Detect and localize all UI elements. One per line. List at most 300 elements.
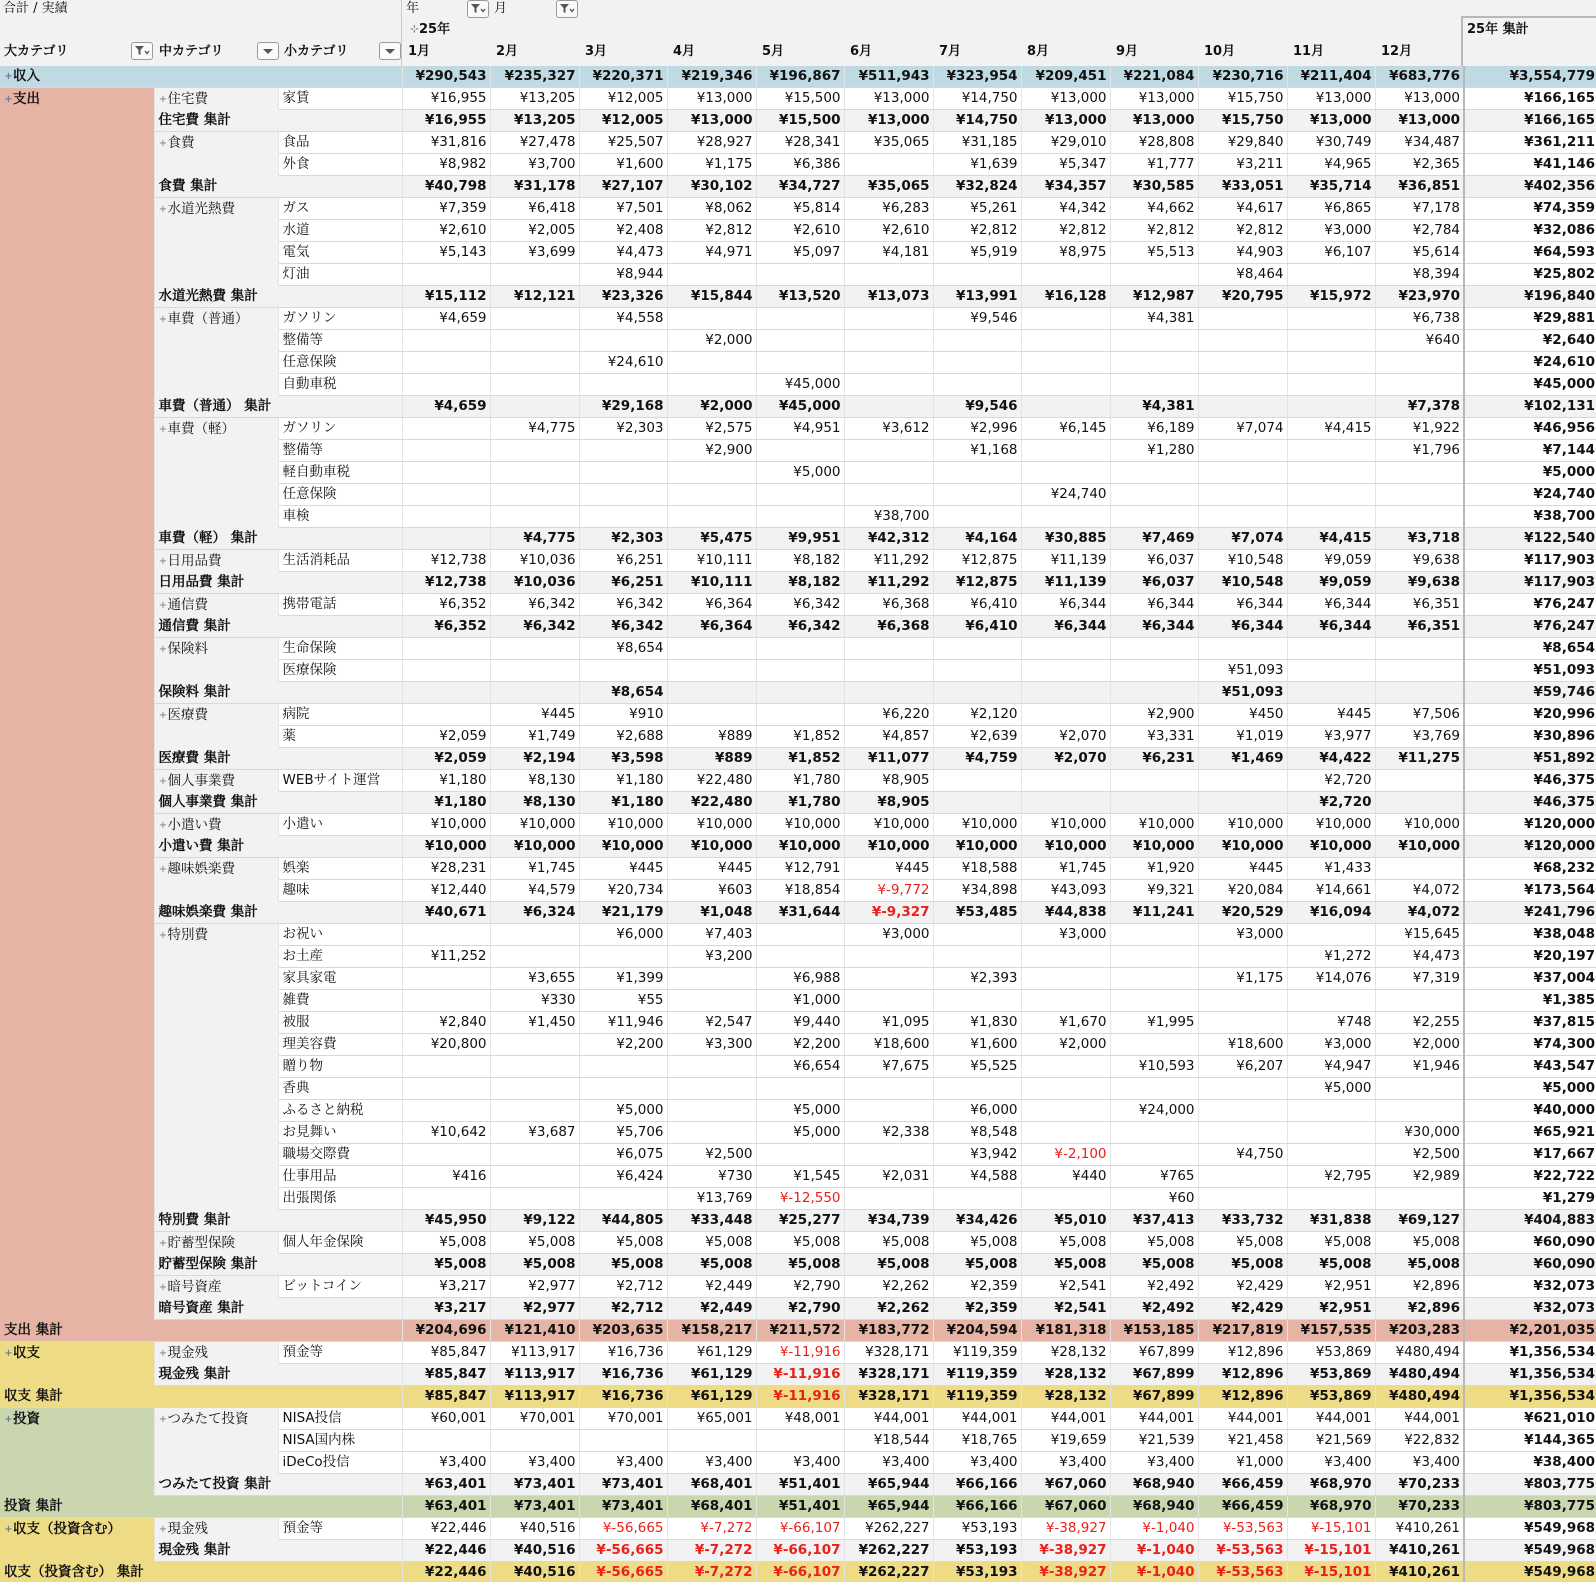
month-value-cell[interactable]	[756, 1056, 844, 1078]
month-value-cell[interactable]	[756, 396, 844, 418]
month-value-cell[interactable]	[1110, 308, 1198, 330]
month-value-cell[interactable]	[1198, 1232, 1287, 1254]
month-value-cell[interactable]	[756, 858, 844, 880]
month-value-cell[interactable]	[402, 198, 490, 220]
month-value-cell[interactable]	[579, 506, 667, 528]
month-value-cell[interactable]	[1021, 836, 1110, 858]
month-value-cell[interactable]	[402, 1122, 490, 1144]
month-value-cell[interactable]	[1287, 946, 1375, 968]
month-value-cell[interactable]	[667, 792, 756, 814]
month-value-cell[interactable]	[933, 176, 1021, 198]
month-value-cell[interactable]	[1287, 1276, 1375, 1298]
month-value-cell[interactable]	[1375, 1364, 1464, 1386]
month-value-cell[interactable]	[667, 88, 756, 110]
month-value-cell[interactable]	[1021, 1166, 1110, 1188]
month-value-cell[interactable]	[667, 1210, 756, 1232]
month-value-cell[interactable]	[1287, 682, 1375, 704]
mid-category-cell[interactable]	[154, 946, 278, 968]
month-value-cell[interactable]	[1021, 1210, 1110, 1232]
row-total-cell[interactable]	[1464, 484, 1596, 506]
month-value-cell[interactable]	[579, 330, 667, 352]
month-value-cell[interactable]	[667, 594, 756, 616]
month-value-cell[interactable]	[1375, 836, 1464, 858]
month-value-cell[interactable]	[1198, 132, 1287, 154]
month-value-cell[interactable]	[756, 814, 844, 836]
month-value-cell[interactable]	[1375, 1408, 1464, 1430]
month-value-cell[interactable]	[1198, 1342, 1287, 1364]
month-value-cell[interactable]	[1021, 440, 1110, 462]
month-value-cell[interactable]	[756, 1012, 844, 1034]
month-value-cell[interactable]	[933, 132, 1021, 154]
mid-category-cell[interactable]	[154, 858, 278, 880]
mid-category-cell[interactable]	[154, 660, 278, 682]
mid-category-cell[interactable]	[154, 1254, 402, 1276]
month-value-cell[interactable]	[1021, 572, 1110, 594]
minor-category-cell[interactable]	[278, 88, 402, 110]
month-value-cell[interactable]	[1287, 352, 1375, 374]
month-value-cell[interactable]	[844, 968, 933, 990]
month-value-cell[interactable]	[1110, 1056, 1198, 1078]
month-value-cell[interactable]	[933, 594, 1021, 616]
month-value-cell[interactable]	[1287, 220, 1375, 242]
row-total-cell[interactable]	[1464, 880, 1596, 902]
month-value-cell[interactable]	[402, 594, 490, 616]
month-value-cell[interactable]	[1375, 1210, 1464, 1232]
month-value-cell[interactable]	[402, 286, 490, 308]
month-value-cell[interactable]	[490, 330, 579, 352]
month-value-cell[interactable]	[1375, 704, 1464, 726]
month-value-cell[interactable]	[844, 1518, 933, 1540]
month-value-cell[interactable]	[1198, 1122, 1287, 1144]
mid-category-cell[interactable]	[154, 704, 278, 726]
month-value-cell[interactable]	[1375, 1056, 1464, 1078]
month-value-cell[interactable]	[1375, 550, 1464, 572]
month-value-cell[interactable]	[933, 286, 1021, 308]
month-value-cell[interactable]	[1198, 374, 1287, 396]
row-total-cell[interactable]	[1464, 1012, 1596, 1034]
month-value-cell[interactable]	[579, 132, 667, 154]
minor-category-cell[interactable]	[278, 858, 402, 880]
month-value-cell[interactable]	[844, 330, 933, 352]
month-value-cell[interactable]	[490, 726, 579, 748]
month-value-cell[interactable]	[490, 594, 579, 616]
month-value-cell[interactable]	[402, 1276, 490, 1298]
month-value-cell[interactable]	[667, 286, 756, 308]
month-value-cell[interactable]	[1375, 792, 1464, 814]
month-value-cell[interactable]	[490, 110, 579, 132]
month-value-cell[interactable]	[1198, 1298, 1287, 1320]
month-value-cell[interactable]	[579, 1540, 667, 1562]
expand-icon[interactable]: +	[158, 137, 168, 149]
month-value-cell[interactable]	[402, 726, 490, 748]
month-value-cell[interactable]	[667, 1474, 756, 1496]
month-value-cell[interactable]	[933, 1232, 1021, 1254]
month-value-cell[interactable]	[490, 924, 579, 946]
month-value-cell[interactable]	[1287, 66, 1375, 88]
month-value-cell[interactable]	[1198, 154, 1287, 176]
row-total-cell[interactable]	[1464, 198, 1596, 220]
month-value-cell[interactable]	[1021, 242, 1110, 264]
month-value-cell[interactable]	[1198, 550, 1287, 572]
month-value-cell[interactable]	[1287, 814, 1375, 836]
major-category-cell[interactable]	[0, 704, 154, 726]
month-value-cell[interactable]	[579, 1430, 667, 1452]
month-value-cell[interactable]	[844, 506, 933, 528]
month-value-cell[interactable]	[1021, 528, 1110, 550]
row-total-cell[interactable]	[1464, 814, 1596, 836]
month-value-cell[interactable]	[844, 1254, 933, 1276]
month-value-cell[interactable]	[579, 726, 667, 748]
month-value-cell[interactable]	[756, 88, 844, 110]
month-value-cell[interactable]	[1110, 968, 1198, 990]
month-value-cell[interactable]	[756, 506, 844, 528]
month-value-cell[interactable]	[756, 1452, 844, 1474]
row-total-cell[interactable]	[1464, 836, 1596, 858]
month-value-cell[interactable]	[1198, 814, 1287, 836]
month-value-cell[interactable]	[490, 396, 579, 418]
month-value-cell[interactable]	[1375, 1276, 1464, 1298]
month-value-cell[interactable]	[1287, 1144, 1375, 1166]
month-value-cell[interactable]	[1375, 1298, 1464, 1320]
month-value-cell[interactable]	[1021, 1100, 1110, 1122]
month-value-cell[interactable]	[844, 902, 933, 924]
month-value-cell[interactable]	[1375, 242, 1464, 264]
month-value-cell[interactable]	[402, 374, 490, 396]
month-value-cell[interactable]	[402, 1408, 490, 1430]
month-value-cell[interactable]	[844, 1210, 933, 1232]
month-value-cell[interactable]	[756, 1320, 844, 1342]
row-total-cell[interactable]	[1464, 1408, 1596, 1430]
month-value-cell[interactable]	[1110, 1364, 1198, 1386]
month-value-cell[interactable]	[1110, 1210, 1198, 1232]
month-value-cell[interactable]	[579, 1012, 667, 1034]
month-value-cell[interactable]	[844, 1056, 933, 1078]
month-value-cell[interactable]	[1198, 176, 1287, 198]
month-value-cell[interactable]	[1110, 902, 1198, 924]
mid-category-cell[interactable]	[154, 242, 278, 264]
month-value-cell[interactable]	[1021, 638, 1110, 660]
minor-category-cell[interactable]	[278, 924, 402, 946]
month-value-cell[interactable]	[579, 572, 667, 594]
month-value-cell[interactable]	[844, 880, 933, 902]
month-value-cell[interactable]	[756, 462, 844, 484]
mid-category-cell[interactable]	[154, 748, 402, 770]
month-value-cell[interactable]	[1110, 748, 1198, 770]
month-value-cell[interactable]	[579, 748, 667, 770]
major-category-cell[interactable]	[0, 902, 154, 924]
month-value-cell[interactable]	[1375, 924, 1464, 946]
expand-icon[interactable]: +	[158, 599, 168, 611]
major-category-cell[interactable]	[0, 1518, 154, 1540]
month-value-cell[interactable]	[1110, 726, 1198, 748]
mid-category-cell[interactable]	[154, 1034, 278, 1056]
expand-icon[interactable]: +	[158, 313, 168, 325]
major-category-cell[interactable]	[0, 1188, 154, 1210]
month-value-cell[interactable]	[402, 176, 490, 198]
expand-icon[interactable]: +	[158, 1413, 168, 1425]
row-total-cell[interactable]	[1464, 968, 1596, 990]
month-value-cell[interactable]	[756, 1078, 844, 1100]
minor-category-filter[interactable]	[379, 42, 401, 60]
major-category-cell[interactable]	[0, 396, 154, 418]
month-value-cell[interactable]	[1287, 1386, 1375, 1408]
month-value-cell[interactable]	[402, 330, 490, 352]
month-value-cell[interactable]	[1375, 902, 1464, 924]
month-value-cell[interactable]	[667, 550, 756, 572]
month-value-cell[interactable]	[756, 1166, 844, 1188]
month-value-cell[interactable]	[1198, 1518, 1287, 1540]
month-value-cell[interactable]	[402, 902, 490, 924]
mid-category-cell[interactable]	[154, 374, 278, 396]
month-value-cell[interactable]	[1021, 1496, 1110, 1518]
expand-icon[interactable]: +	[158, 819, 168, 831]
month-value-cell[interactable]	[1198, 968, 1287, 990]
month-value-cell[interactable]	[1021, 1034, 1110, 1056]
month-value-cell[interactable]	[402, 660, 490, 682]
mid-category-cell[interactable]	[154, 484, 278, 506]
month-value-cell[interactable]	[402, 1188, 490, 1210]
month-value-cell[interactable]	[1110, 1430, 1198, 1452]
month-value-cell[interactable]	[1287, 528, 1375, 550]
month-value-cell[interactable]	[1375, 484, 1464, 506]
month-value-cell[interactable]	[756, 704, 844, 726]
month-value-cell[interactable]	[756, 220, 844, 242]
major-category-cell[interactable]	[0, 220, 154, 242]
major-category-cell[interactable]	[0, 1540, 154, 1562]
month-value-cell[interactable]	[1375, 264, 1464, 286]
month-value-cell[interactable]	[844, 990, 933, 1012]
month-value-cell[interactable]	[667, 638, 756, 660]
mid-category-cell[interactable]	[154, 1430, 278, 1452]
month-value-cell[interactable]	[579, 418, 667, 440]
month-value-cell[interactable]	[1287, 110, 1375, 132]
month-value-cell[interactable]	[1375, 1012, 1464, 1034]
month-value-cell[interactable]	[579, 638, 667, 660]
month-value-cell[interactable]	[844, 308, 933, 330]
month-value-cell[interactable]	[667, 1298, 756, 1320]
month-value-cell[interactable]	[1198, 440, 1287, 462]
mid-category-cell[interactable]	[154, 550, 278, 572]
row-total-cell[interactable]	[1464, 858, 1596, 880]
month-value-cell[interactable]	[844, 1298, 933, 1320]
minor-category-cell[interactable]	[278, 242, 402, 264]
month-value-cell[interactable]	[844, 1100, 933, 1122]
major-category-cell[interactable]	[0, 1364, 154, 1386]
mid-category-cell[interactable]	[154, 308, 278, 330]
month-value-cell[interactable]	[1375, 682, 1464, 704]
month-value-cell[interactable]	[756, 176, 844, 198]
month-value-cell[interactable]	[402, 264, 490, 286]
month-value-cell[interactable]	[1021, 1364, 1110, 1386]
month-value-cell[interactable]	[844, 1364, 933, 1386]
month-value-cell[interactable]	[1198, 330, 1287, 352]
minor-category-cell[interactable]	[278, 946, 402, 968]
mid-category-cell[interactable]	[154, 792, 402, 814]
month-value-cell[interactable]	[1021, 1386, 1110, 1408]
month-value-cell[interactable]	[844, 1562, 933, 1582]
mid-category-cell[interactable]	[154, 330, 278, 352]
month-value-cell[interactable]	[933, 330, 1021, 352]
month-value-cell[interactable]	[933, 1496, 1021, 1518]
mid-category-cell[interactable]	[154, 154, 278, 176]
month-value-cell[interactable]	[756, 550, 844, 572]
month-value-cell[interactable]	[667, 990, 756, 1012]
row-total-cell[interactable]	[1464, 396, 1596, 418]
month-value-cell[interactable]	[579, 1364, 667, 1386]
month-value-cell[interactable]	[490, 836, 579, 858]
month-value-cell[interactable]	[579, 484, 667, 506]
month-value-cell[interactable]	[402, 110, 490, 132]
major-category-cell[interactable]	[0, 924, 154, 946]
month-value-cell[interactable]	[844, 1452, 933, 1474]
month-value-cell[interactable]	[1375, 198, 1464, 220]
month-value-cell[interactable]	[1375, 1386, 1464, 1408]
month-value-cell[interactable]	[1021, 946, 1110, 968]
month-value-cell[interactable]	[1287, 1364, 1375, 1386]
row-total-cell[interactable]	[1464, 1320, 1596, 1342]
month-value-cell[interactable]	[756, 1144, 844, 1166]
major-category-cell[interactable]	[0, 1056, 154, 1078]
month-value-cell[interactable]	[756, 1496, 844, 1518]
month-value-cell[interactable]	[1375, 1562, 1464, 1582]
month-value-cell[interactable]	[933, 1056, 1021, 1078]
month-value-cell[interactable]	[579, 1056, 667, 1078]
mid-category-cell[interactable]	[154, 528, 402, 550]
row-total-cell[interactable]	[1464, 1078, 1596, 1100]
month-value-cell[interactable]	[844, 528, 933, 550]
month-value-cell[interactable]	[1021, 550, 1110, 572]
month-value-cell[interactable]	[1287, 1232, 1375, 1254]
month-value-cell[interactable]	[844, 770, 933, 792]
month-value-cell[interactable]	[844, 1386, 933, 1408]
row-total-cell[interactable]	[1464, 1298, 1596, 1320]
mid-category-cell[interactable]	[154, 418, 278, 440]
month-value-cell[interactable]	[402, 792, 490, 814]
minor-category-cell[interactable]	[278, 1232, 402, 1254]
month-value-cell[interactable]	[579, 902, 667, 924]
major-category-cell[interactable]	[0, 814, 154, 836]
month-value-cell[interactable]	[402, 1012, 490, 1034]
row-total-cell[interactable]	[1464, 242, 1596, 264]
month-value-cell[interactable]	[1198, 88, 1287, 110]
row-total-cell[interactable]	[1464, 176, 1596, 198]
row-total-cell[interactable]	[1464, 770, 1596, 792]
month-value-cell[interactable]	[844, 1430, 933, 1452]
month-value-cell[interactable]	[1375, 528, 1464, 550]
month-value-cell[interactable]	[667, 704, 756, 726]
minor-category-cell[interactable]	[278, 1056, 402, 1078]
month-value-cell[interactable]	[1287, 704, 1375, 726]
month-value-cell[interactable]	[490, 264, 579, 286]
month-value-cell[interactable]	[756, 682, 844, 704]
month-value-cell[interactable]	[1198, 220, 1287, 242]
month-value-cell[interactable]	[1021, 132, 1110, 154]
month-value-cell[interactable]	[1021, 1056, 1110, 1078]
expand-icon[interactable]: +	[158, 643, 168, 655]
month-value-cell[interactable]	[490, 902, 579, 924]
month-value-cell[interactable]	[667, 1100, 756, 1122]
month-value-cell[interactable]	[402, 748, 490, 770]
major-category-cell[interactable]	[0, 110, 154, 132]
month-value-cell[interactable]	[844, 1144, 933, 1166]
month-value-cell[interactable]	[1375, 1320, 1464, 1342]
month-value-cell[interactable]	[1021, 198, 1110, 220]
month-value-cell[interactable]	[1375, 1496, 1464, 1518]
major-category-cell[interactable]	[0, 836, 154, 858]
mid-category-cell[interactable]	[154, 1232, 278, 1254]
mid-category-cell[interactable]	[154, 1012, 278, 1034]
month-value-cell[interactable]	[1021, 1122, 1110, 1144]
month-value-cell[interactable]	[1287, 484, 1375, 506]
minor-category-cell[interactable]	[278, 154, 402, 176]
minor-category-cell[interactable]	[278, 1276, 402, 1298]
month-value-cell[interactable]	[844, 682, 933, 704]
month-value-cell[interactable]	[402, 308, 490, 330]
month-value-cell[interactable]	[933, 704, 1021, 726]
month-value-cell[interactable]	[933, 792, 1021, 814]
month-value-cell[interactable]	[1110, 528, 1198, 550]
month-value-cell[interactable]	[933, 198, 1021, 220]
month-value-cell[interactable]	[667, 836, 756, 858]
month-value-cell[interactable]	[1198, 748, 1287, 770]
major-category-cell[interactable]	[0, 1298, 154, 1320]
month-value-cell[interactable]	[756, 264, 844, 286]
row-total-cell[interactable]	[1464, 1540, 1596, 1562]
mid-category-cell[interactable]	[154, 1144, 278, 1166]
month-value-cell[interactable]	[402, 1034, 490, 1056]
month-value-cell[interactable]	[1021, 594, 1110, 616]
month-value-cell[interactable]	[402, 616, 490, 638]
month-value-cell[interactable]	[1375, 858, 1464, 880]
month-value-cell[interactable]	[490, 1342, 579, 1364]
month-value-cell[interactable]	[844, 66, 933, 88]
month-value-cell[interactable]	[1021, 858, 1110, 880]
month-value-cell[interactable]	[402, 1166, 490, 1188]
row-total-cell[interactable]	[1464, 792, 1596, 814]
month-value-cell[interactable]	[1110, 1496, 1198, 1518]
month-value-cell[interactable]	[402, 682, 490, 704]
major-category-cell[interactable]	[0, 1452, 154, 1474]
month-value-cell[interactable]	[579, 1298, 667, 1320]
month-value-cell[interactable]	[490, 1144, 579, 1166]
minor-category-cell[interactable]	[278, 440, 402, 462]
month-value-cell[interactable]	[402, 924, 490, 946]
month-value-cell[interactable]	[579, 1122, 667, 1144]
month-value-cell[interactable]	[933, 462, 1021, 484]
month-value-cell[interactable]	[579, 1408, 667, 1430]
month-value-cell[interactable]	[1021, 1012, 1110, 1034]
month-value-cell[interactable]	[490, 1518, 579, 1540]
mid-category-cell[interactable]	[154, 132, 278, 154]
month-value-cell[interactable]	[490, 1122, 579, 1144]
month-value-cell[interactable]	[1198, 836, 1287, 858]
month-value-cell[interactable]	[933, 1540, 1021, 1562]
major-category-cell[interactable]	[0, 1034, 154, 1056]
month-value-cell[interactable]	[756, 1540, 844, 1562]
month-value-cell[interactable]	[402, 66, 490, 88]
month-value-cell[interactable]	[402, 220, 490, 242]
month-value-cell[interactable]	[844, 1496, 933, 1518]
month-value-cell[interactable]	[756, 1034, 844, 1056]
mid-category-cell[interactable]	[154, 286, 402, 308]
expand-icon[interactable]: +	[158, 555, 168, 567]
month-value-cell[interactable]	[667, 132, 756, 154]
month-value-cell[interactable]	[1375, 616, 1464, 638]
month-value-cell[interactable]	[1110, 1386, 1198, 1408]
month-value-cell[interactable]	[667, 1518, 756, 1540]
month-value-cell[interactable]	[1198, 286, 1287, 308]
month-value-cell[interactable]	[933, 110, 1021, 132]
